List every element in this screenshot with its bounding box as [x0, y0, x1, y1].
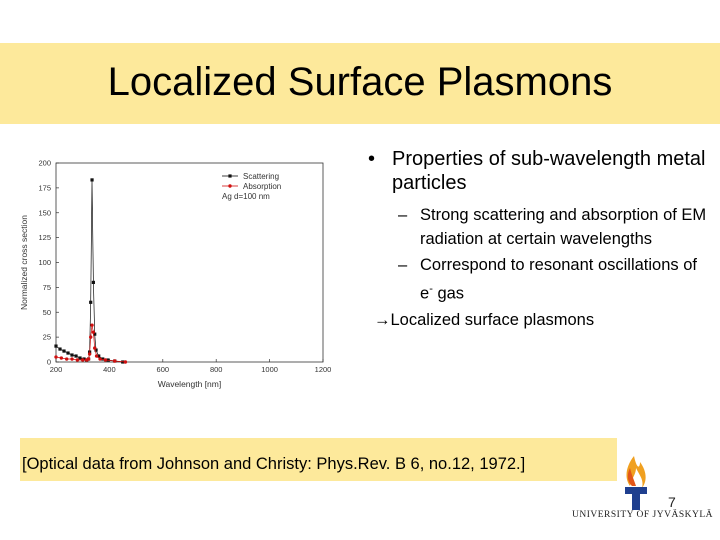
legend-label: Scattering [243, 171, 280, 181]
data-point-absorption [92, 330, 95, 333]
electron-superscript: - [429, 283, 433, 295]
data-point-scattering [58, 347, 61, 350]
cross-section-chart [15, 150, 335, 400]
university-logo-text: UNIVERSITY OF JYVÄSKYLÄ [572, 510, 713, 520]
bullet-main-text: Properties of sub-wavelength metal particles [392, 148, 706, 194]
data-point-absorption [70, 357, 73, 360]
legend-note: Ag d=100 nm [222, 192, 270, 201]
y-tick-label: 200 [38, 158, 51, 168]
data-point-absorption [88, 352, 91, 355]
bullet-main [368, 147, 713, 195]
sub-bullet-2 [368, 253, 713, 306]
bullet-dot-icon: • [368, 148, 376, 170]
sub-bullet-1 [368, 203, 713, 251]
data-point-absorption [76, 358, 79, 361]
x-tick-label: 800 [209, 365, 223, 374]
data-point-absorption [54, 355, 57, 358]
x-tick-label: 200 [49, 365, 63, 374]
data-point-scattering [92, 281, 95, 284]
chart-root [19, 159, 331, 390]
data-point-absorption [98, 357, 101, 360]
dash-icon: – [398, 206, 408, 224]
series-line-absorption [56, 325, 125, 362]
data-point-absorption [124, 360, 127, 363]
data-point-scattering [74, 354, 77, 357]
arrow-bullet-text: Localized surface plasmons [390, 310, 595, 329]
dash-icon: – [398, 256, 408, 274]
data-point-scattering [66, 351, 69, 354]
data-point-absorption [87, 357, 90, 360]
data-point-absorption [90, 323, 93, 326]
y-tick-label: 100 [38, 258, 51, 267]
legend-label: Absorption [243, 181, 282, 191]
y-tick-label: 150 [38, 208, 51, 218]
sub-bullet-2-text-post: gas [432, 284, 465, 303]
sub-bullet-1-text: Strong scattering and absorption of EM radiation at certain wavelengths [420, 206, 707, 248]
data-point-scattering [62, 349, 65, 352]
data-point-absorption [81, 358, 84, 361]
data-point-absorption [65, 357, 68, 360]
x-tick-label: 1000 [261, 365, 278, 374]
plot-frame [56, 163, 323, 362]
y-tick-label: 75 [42, 282, 51, 292]
y-tick-label: 50 [42, 307, 51, 317]
series-line-scattering [56, 180, 123, 362]
x-tick-label: 1200 [314, 365, 332, 374]
y-tick-label: 0 [46, 357, 51, 367]
bullet-list [368, 147, 713, 332]
data-point-absorption [95, 354, 98, 357]
y-axis-label: Normalized cross section [19, 215, 29, 310]
data-point-scattering [89, 301, 92, 304]
data-point-scattering [54, 344, 57, 347]
x-axis-label: Wavelength [nm] [157, 379, 222, 389]
data-point-absorption [104, 358, 107, 361]
data-point-absorption [60, 356, 63, 359]
y-tick-label: 175 [38, 183, 51, 193]
right-arrow-icon: → [374, 310, 391, 329]
data-point-scattering [70, 353, 73, 356]
slide-title: Localized Surface Plasmons [107, 60, 613, 104]
data-point-scattering [78, 356, 81, 359]
data-point-absorption [89, 335, 92, 338]
y-tick-label: 125 [38, 233, 51, 243]
arrow-bullet [368, 308, 713, 332]
legend-marker-scattering [228, 174, 231, 177]
source-citation: [Optical data from Johnson and Christy: Phys.Rev. B 6, no.12, 1972.] [22, 455, 526, 473]
page-number: 7 [668, 494, 676, 510]
sub-bullet-2-text-pre: Correspond to resonant oscillations of e [420, 256, 697, 303]
x-tick-label: 600 [156, 365, 170, 374]
data-point-absorption [93, 346, 96, 349]
data-point-absorption [113, 359, 116, 362]
legend-marker-absorption [228, 184, 231, 187]
data-point-scattering [90, 178, 93, 181]
y-tick-label: 25 [42, 332, 51, 342]
x-tick-label: 400 [103, 365, 116, 374]
